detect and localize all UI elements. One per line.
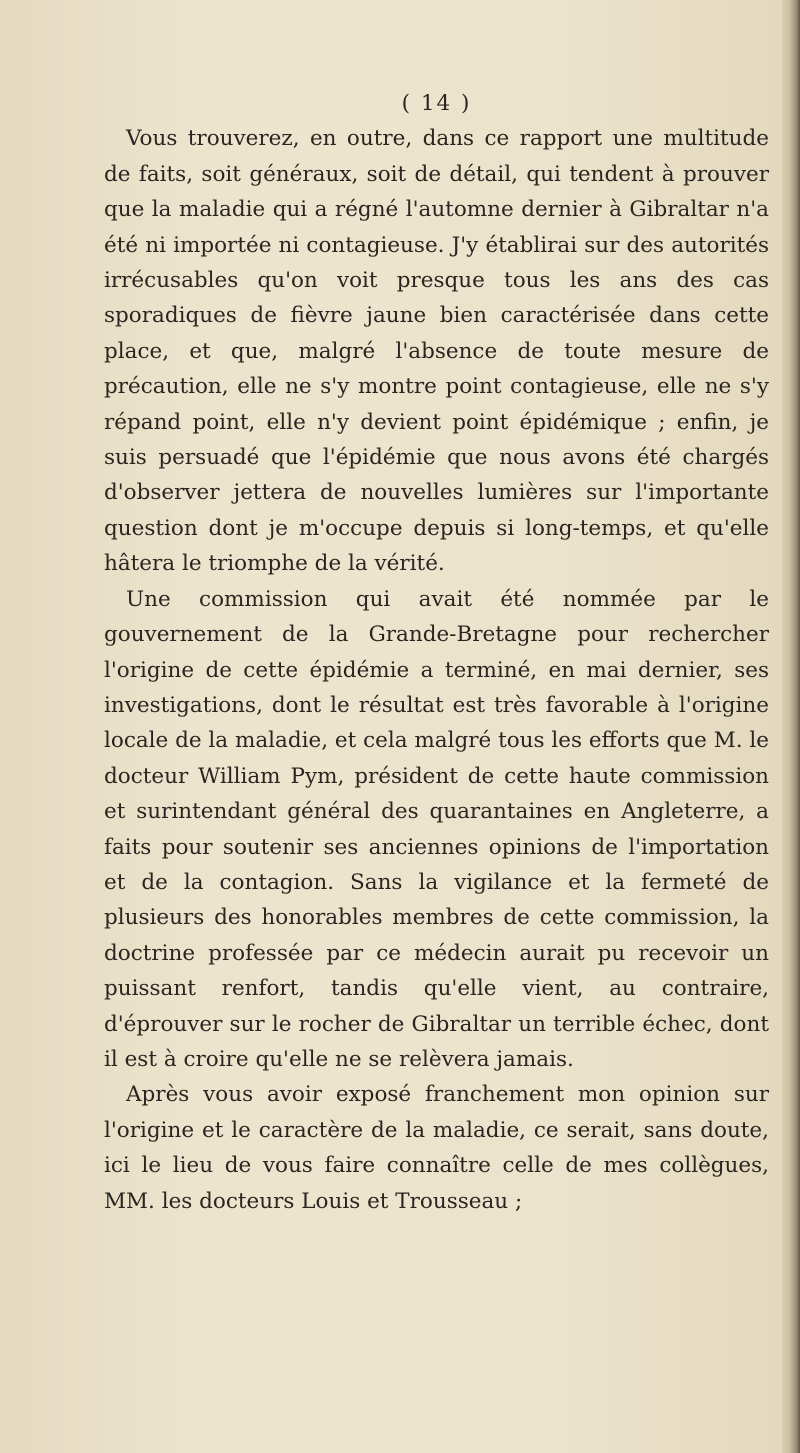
document-body (104, 86, 769, 1219)
paragraph-1: Vous trouverez, en outre, dans ce rapport une multitude de faits, soit généraux, soit de détail, qui tendent à prouver que la maladie qui a régné l'automne dernier à Gibraltar n'a été ni importée ni contagieuse. J'y établirai sur des autorités irrécusables qu'on voit presque tous les ans des cas sporadiques de fièvre jaune bien caractérisée dans cette place, et que, malgré l'absence de toute mesure de précaution, elle ne s'y montre point contagieuse, elle ne s'y répand point, elle n'y devient point épidémique ; enfin, je suis persuadé que l'épidémie que nous avons été chargés d'observer jettera de nouvelles lumières sur l'importante question dont je m'occupe depuis si long-temps, et qu'elle hâtera le triomphe de la vérité. (104, 126, 769, 577)
page-edge (782, 0, 800, 1453)
page-number: ( 14 ) (401, 91, 472, 116)
paragraph-2: Une commission qui avait été nommée par le gouvernement de la Grande-Bretagne pour rechercher l'origine de cette épidémie a terminé, en mai dernier, ses investigations, dont le résultat est très favorable à l'origine locale de la maladie, et cela malgré tous les efforts que M. le docteur William Pym, président de cette haute commission et surintendant général des quarantaines en Angleterre, a faits pour soutenir ses anciennes opinions de l'importation et de la contagion. Sans la vigilance et la fermeté de plusieurs des honorables membres de cette commission, la doctrine professée par ce médecin aurait pu recevoir un puissant renfort, tandis qu'elle vient, au contraire, d'éprouver sur le rocher de Gibraltar un terrible échec, dont il est à croire qu'elle ne se relèvera jamais. (104, 586, 770, 1072)
paragraph-3: Après vous avoir exposé franchement mon opinion sur l'origine et le caractère de la maladie, ce serait, sans doute, ici le lieu de vous faire connaître celle de mes collègues, MM. les docteurs Louis et Trousseau ; (104, 1082, 769, 1214)
